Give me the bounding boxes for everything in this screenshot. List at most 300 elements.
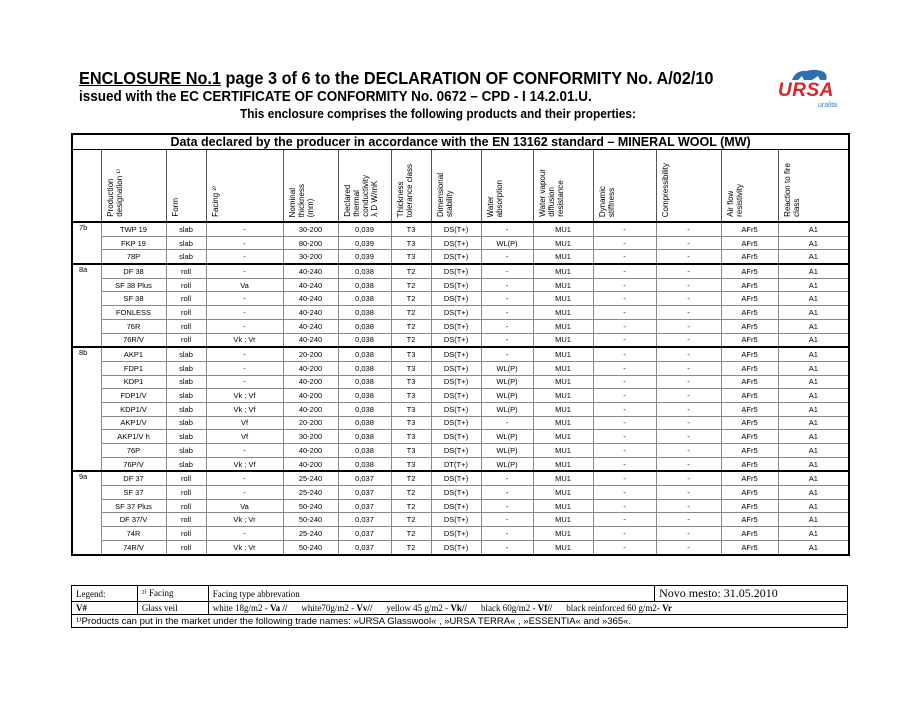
table-title: Data declared by the producer in accordance with the EN 13162 standard – MINERAL WOOL (MW) [72, 134, 849, 150]
table-cell: MU1 [533, 306, 593, 320]
legend-glass-veil: Glass veil [137, 602, 208, 615]
table-cell: AFr5 [721, 486, 778, 500]
table-cell: - [481, 347, 533, 361]
column-header-label: Declared thermal conductivity λ D W/mK [342, 175, 379, 217]
table-cell: FDP1 [101, 361, 166, 375]
table-cell: - [656, 319, 721, 333]
table-cell: MU1 [533, 222, 593, 236]
table-cell: MU1 [533, 444, 593, 458]
facing-type-desc: white70g/m2 - [301, 603, 357, 613]
table-row [72, 306, 849, 320]
table-cell: - [481, 319, 533, 333]
table-cell: T3 [391, 402, 431, 416]
table-cell: - [481, 486, 533, 500]
table-cell: DS(T+) [431, 389, 481, 403]
table-cell: - [656, 499, 721, 513]
table-cell: A1 [778, 347, 849, 361]
table-cell: - [593, 278, 656, 292]
table-cell: - [656, 236, 721, 250]
table-cell: 40-200 [283, 375, 338, 389]
table-cell: T3 [391, 444, 431, 458]
table-cell: DS(T+) [431, 333, 481, 347]
ursa-logo [776, 66, 846, 112]
table-cell: Vk ; Vf [206, 389, 283, 403]
table-cell: 76P [101, 444, 166, 458]
legend-code: V# [72, 602, 138, 615]
table-cell: AFr5 [721, 347, 778, 361]
table-cell: DS(T+) [431, 486, 481, 500]
column-header-label: Form [170, 198, 180, 217]
table-cell: 0,038 [338, 444, 391, 458]
table-cell: MU1 [533, 486, 593, 500]
table-cell: T3 [391, 250, 431, 264]
table-cell: MU1 [533, 513, 593, 527]
table-cell: 74R/V [101, 540, 166, 554]
table-cell: KDP1 [101, 375, 166, 389]
table-cell: MU1 [533, 361, 593, 375]
table-cell: - [593, 540, 656, 554]
facing-type-desc: black 60g/m2 - [480, 603, 538, 613]
table-cell: 0,037 [338, 513, 391, 527]
table-cell: - [206, 471, 283, 485]
table-cell: A1 [778, 430, 849, 444]
table-cell: - [206, 264, 283, 278]
table-row [72, 457, 849, 471]
table-cell: 0,037 [338, 499, 391, 513]
table-cell: - [206, 375, 283, 389]
products-table [71, 133, 850, 556]
table-cell: MU1 [533, 333, 593, 347]
table-cell: MU1 [533, 292, 593, 306]
column-header [656, 150, 721, 223]
column-header-label: Thickness tolerance class [395, 163, 414, 217]
table-cell: roll [166, 278, 206, 292]
table-cell: 0,038 [338, 347, 391, 361]
table-cell: 30-200 [283, 430, 338, 444]
table-cell: - [656, 444, 721, 458]
table-row [72, 486, 849, 500]
table-cell: - [206, 527, 283, 541]
table-cell: - [593, 264, 656, 278]
facing-type-code: Vv// [356, 603, 373, 613]
table-cell: slab [166, 375, 206, 389]
table-cell: roll [166, 527, 206, 541]
table-cell: - [481, 306, 533, 320]
table-cell: roll [166, 471, 206, 485]
column-header-label: Dimensional stability [435, 172, 454, 217]
table-cell: - [656, 292, 721, 306]
table-cell: 0,038 [338, 402, 391, 416]
table-cell: - [593, 222, 656, 236]
table-cell: SF 37 Plus [101, 499, 166, 513]
table-cell: Vf [206, 416, 283, 430]
table-cell: T3 [391, 361, 431, 375]
table-cell: - [206, 236, 283, 250]
table-cell: AKP1/V [101, 416, 166, 430]
column-header-label: Dynamic stiffness [597, 185, 616, 217]
header-row [72, 150, 849, 223]
column-header [481, 150, 533, 223]
table-cell: T3 [391, 375, 431, 389]
table-cell: - [481, 471, 533, 485]
table-cell: DS(T+) [431, 319, 481, 333]
group-code: 8a [72, 264, 101, 347]
table-cell: T2 [391, 486, 431, 500]
legend-table [71, 585, 848, 628]
table-cell: MU1 [533, 402, 593, 416]
column-header [391, 150, 431, 223]
table-cell: MU1 [533, 250, 593, 264]
table-cell: 0,037 [338, 486, 391, 500]
table-cell: 40-240 [283, 306, 338, 320]
column-header-label: Nominal thickness (mm) [287, 183, 315, 217]
table-cell: - [206, 292, 283, 306]
table-cell: WL(P) [481, 402, 533, 416]
table-cell: - [593, 306, 656, 320]
table-cell: T2 [391, 264, 431, 278]
table-cell: A1 [778, 513, 849, 527]
table-cell: Vk ; Vr [206, 513, 283, 527]
table-row [72, 292, 849, 306]
table-cell: 20-200 [283, 347, 338, 361]
legend-facing: ²⁾ Facing [137, 586, 208, 602]
facing-types [208, 602, 847, 615]
table-cell: 20-200 [283, 416, 338, 430]
table-cell: T3 [391, 222, 431, 236]
table-cell: 40-200 [283, 444, 338, 458]
table-cell: 0,038 [338, 306, 391, 320]
table-cell: slab [166, 347, 206, 361]
table-cell: - [656, 333, 721, 347]
column-header-label: Facing ²⁾ [210, 186, 220, 217]
table-cell: - [593, 347, 656, 361]
table-cell: T2 [391, 513, 431, 527]
column-header-label: Water vapour diffusion resistance [537, 169, 565, 217]
column-header-label: Compressibility [660, 162, 670, 217]
table-cell: 0,038 [338, 375, 391, 389]
table-cell: Vk ; Vf [206, 402, 283, 416]
table-cell: A1 [778, 222, 849, 236]
trade-names-footnote: ¹⁾Products can put in the market under the following trade names: »URSA Glasswool« , »URSA TERRA« , »ESSENTIA« and »365«. [72, 615, 848, 628]
table-cell: 76P/V [101, 457, 166, 471]
table-cell: 0,037 [338, 527, 391, 541]
group-code: 7b [72, 222, 101, 264]
table-cell: FDP1/V [101, 389, 166, 403]
table-cell: FKP 19 [101, 236, 166, 250]
table-cell: 40-240 [283, 264, 338, 278]
table-cell: MU1 [533, 236, 593, 250]
column-header [593, 150, 656, 223]
table-cell: slab [166, 361, 206, 375]
table-row [72, 430, 849, 444]
table-cell: T3 [391, 416, 431, 430]
table-cell: MU1 [533, 375, 593, 389]
table-cell: - [481, 292, 533, 306]
table-cell: MU1 [533, 278, 593, 292]
column-header [206, 150, 283, 223]
table-cell: T3 [391, 430, 431, 444]
table-row [72, 444, 849, 458]
table-row [72, 319, 849, 333]
table-cell: roll [166, 513, 206, 527]
column-header-label: Reaction to fire class [782, 163, 801, 217]
table-cell: - [206, 361, 283, 375]
table-cell: T2 [391, 333, 431, 347]
table-cell: slab [166, 250, 206, 264]
table-cell: Va [206, 499, 283, 513]
column-header [778, 150, 849, 223]
table-cell: - [593, 236, 656, 250]
table-cell: - [656, 540, 721, 554]
table-cell: - [656, 389, 721, 403]
table-cell: - [593, 457, 656, 471]
table-cell: - [593, 527, 656, 541]
table-row [72, 471, 849, 485]
table-cell: WL(P) [481, 444, 533, 458]
table-cell: T3 [391, 236, 431, 250]
table-cell: A1 [778, 264, 849, 278]
table-cell: DS(T+) [431, 306, 481, 320]
table-cell: 0,038 [338, 264, 391, 278]
table-cell: WL(P) [481, 236, 533, 250]
table-cell: - [593, 416, 656, 430]
table-cell: - [593, 486, 656, 500]
table-cell: WL(P) [481, 375, 533, 389]
table-cell: - [593, 430, 656, 444]
table-cell: AFr5 [721, 278, 778, 292]
table-cell: A1 [778, 416, 849, 430]
table-cell: roll [166, 499, 206, 513]
table-cell: A1 [778, 292, 849, 306]
table-cell: 0,038 [338, 361, 391, 375]
table-row [72, 361, 849, 375]
table-cell: AFr5 [721, 361, 778, 375]
table-cell: A1 [778, 471, 849, 485]
table-cell: 0,039 [338, 236, 391, 250]
column-header [166, 150, 206, 223]
table-cell: 76R [101, 319, 166, 333]
table-cell: - [656, 513, 721, 527]
table-cell: - [656, 486, 721, 500]
table-cell: roll [166, 292, 206, 306]
table-cell: - [481, 527, 533, 541]
table-cell: slab [166, 430, 206, 444]
table-cell: DS(T+) [431, 402, 481, 416]
table-cell: 25-240 [283, 486, 338, 500]
table-cell: 50-240 [283, 540, 338, 554]
table-cell: DS(T+) [431, 527, 481, 541]
table-cell: 25-240 [283, 527, 338, 541]
table-cell: DS(T+) [431, 361, 481, 375]
table-cell: - [656, 264, 721, 278]
table-cell: MU1 [533, 347, 593, 361]
table-cell: T3 [391, 389, 431, 403]
facing-type [566, 603, 672, 613]
table-cell: - [656, 471, 721, 485]
table-cell: - [593, 292, 656, 306]
table-cell: 0,039 [338, 250, 391, 264]
document-date: Novo mesto: 31.05.2010 [655, 586, 848, 602]
table-cell: 40-240 [283, 319, 338, 333]
table-cell: AFr5 [721, 527, 778, 541]
table-cell: Vf [206, 430, 283, 444]
table-cell: WL(P) [481, 430, 533, 444]
table-cell: slab [166, 389, 206, 403]
table-cell: - [656, 250, 721, 264]
table-cell: - [206, 319, 283, 333]
table-cell: DF 37 [101, 471, 166, 485]
facing-type-code: Va // [269, 603, 288, 613]
table-row [72, 513, 849, 527]
table-cell: 0,037 [338, 471, 391, 485]
table-cell: MU1 [533, 264, 593, 278]
table-cell: 40-240 [283, 333, 338, 347]
table-cell: slab [166, 236, 206, 250]
table-cell: - [593, 361, 656, 375]
table-cell: 0,038 [338, 333, 391, 347]
table-cell: AFr5 [721, 457, 778, 471]
column-header [721, 150, 778, 223]
table-cell: A1 [778, 306, 849, 320]
table-cell: - [481, 513, 533, 527]
table-cell: AFr5 [721, 471, 778, 485]
table-row [72, 250, 849, 264]
polar-bear-icon [790, 66, 830, 81]
intro-text: This enclosure comprises the following products and their properties: [240, 107, 636, 121]
table-cell: AFr5 [721, 306, 778, 320]
table-cell: AFr5 [721, 264, 778, 278]
table-cell: AFr5 [721, 416, 778, 430]
table-cell: MU1 [533, 430, 593, 444]
table-cell: DS(T+) [431, 236, 481, 250]
table-cell: - [481, 540, 533, 554]
table-cell: A1 [778, 389, 849, 403]
table-cell: A1 [778, 402, 849, 416]
table-cell: AFr5 [721, 375, 778, 389]
table-cell: DF 37/V [101, 513, 166, 527]
table-cell: - [481, 222, 533, 236]
table-cell: MU1 [533, 319, 593, 333]
facing-type-desc: yellow 45 g/m2 - [386, 603, 451, 613]
table-cell: A1 [778, 457, 849, 471]
table-cell: AFr5 [721, 292, 778, 306]
table-cell: - [206, 306, 283, 320]
table-cell: WL(P) [481, 389, 533, 403]
table-cell: Vk ; Vr [206, 333, 283, 347]
table-cell: - [656, 416, 721, 430]
table-cell: A1 [778, 527, 849, 541]
table-cell: - [656, 278, 721, 292]
facing-type-code: Vr [662, 603, 672, 613]
table-cell: DS(T+) [431, 264, 481, 278]
table-cell: - [656, 361, 721, 375]
table-cell: T2 [391, 540, 431, 554]
table-cell: - [656, 430, 721, 444]
table-cell: A1 [778, 250, 849, 264]
table-cell: DS(T+) [431, 222, 481, 236]
table-cell: TWP 19 [101, 222, 166, 236]
table-cell: - [593, 402, 656, 416]
document-subtitle: issued with the EC CERTIFICATE OF CONFORMITY No. 0672 – CPD - I 14.2.01.U. [79, 89, 592, 105]
table-cell: DS(T+) [431, 444, 481, 458]
table-cell: 30-200 [283, 250, 338, 264]
table-row [72, 540, 849, 554]
table-cell: AKP1 [101, 347, 166, 361]
table-cell: SF 38 [101, 292, 166, 306]
table-cell: - [481, 250, 533, 264]
table-cell: 40-200 [283, 402, 338, 416]
table-cell: 76R/V [101, 333, 166, 347]
table-cell: WL(P) [481, 457, 533, 471]
facing-type [386, 603, 467, 613]
table-cell: T3 [391, 457, 431, 471]
table-cell: T2 [391, 292, 431, 306]
table-cell: 0,039 [338, 222, 391, 236]
title-rest: page 3 of 6 to the DECLARATION OF CONFORMITY No. A/02/10 [220, 68, 714, 88]
table-cell: AFr5 [721, 333, 778, 347]
column-header [338, 150, 391, 223]
table-cell: - [206, 222, 283, 236]
table-cell: roll [166, 486, 206, 500]
table-row [72, 499, 849, 513]
column-header [72, 150, 101, 223]
table-cell: DF 38 [101, 264, 166, 278]
group-code: 8b [72, 347, 101, 471]
table-cell: - [481, 264, 533, 278]
table-cell: A1 [778, 444, 849, 458]
table-row [72, 333, 849, 347]
facing-type-code: Vf// [537, 603, 553, 613]
table-cell: - [656, 222, 721, 236]
table-row [72, 236, 849, 250]
table-cell: - [656, 457, 721, 471]
table-cell: T3 [391, 347, 431, 361]
table-cell: MU1 [533, 457, 593, 471]
table-cell: - [206, 347, 283, 361]
table-cell: - [206, 250, 283, 264]
table-cell: slab [166, 444, 206, 458]
table-row [72, 416, 849, 430]
document-title [79, 68, 713, 88]
table-cell: 40-240 [283, 278, 338, 292]
table-cell: MU1 [533, 389, 593, 403]
table-cell: WL(P) [481, 361, 533, 375]
table-cell: - [481, 416, 533, 430]
table-cell: DS(T+) [431, 347, 481, 361]
table-cell: AFr5 [721, 250, 778, 264]
table-cell: - [593, 319, 656, 333]
table-cell: AFr5 [721, 430, 778, 444]
facing-type [213, 603, 288, 613]
column-header [533, 150, 593, 223]
table-cell: 25-240 [283, 471, 338, 485]
table-cell: 40-200 [283, 457, 338, 471]
table-cell: A1 [778, 278, 849, 292]
table-cell: AFr5 [721, 540, 778, 554]
table-cell: SF 37 [101, 486, 166, 500]
table-cell: MU1 [533, 527, 593, 541]
table-cell: A1 [778, 375, 849, 389]
table-cell: T2 [391, 278, 431, 292]
table-cell: DS(T+) [431, 471, 481, 485]
table-cell: roll [166, 333, 206, 347]
table-cell: slab [166, 457, 206, 471]
table-cell: DT(T+) [431, 457, 481, 471]
column-header [101, 150, 166, 223]
table-cell: Va [206, 278, 283, 292]
table-cell: - [593, 444, 656, 458]
table-cell: 0,038 [338, 292, 391, 306]
